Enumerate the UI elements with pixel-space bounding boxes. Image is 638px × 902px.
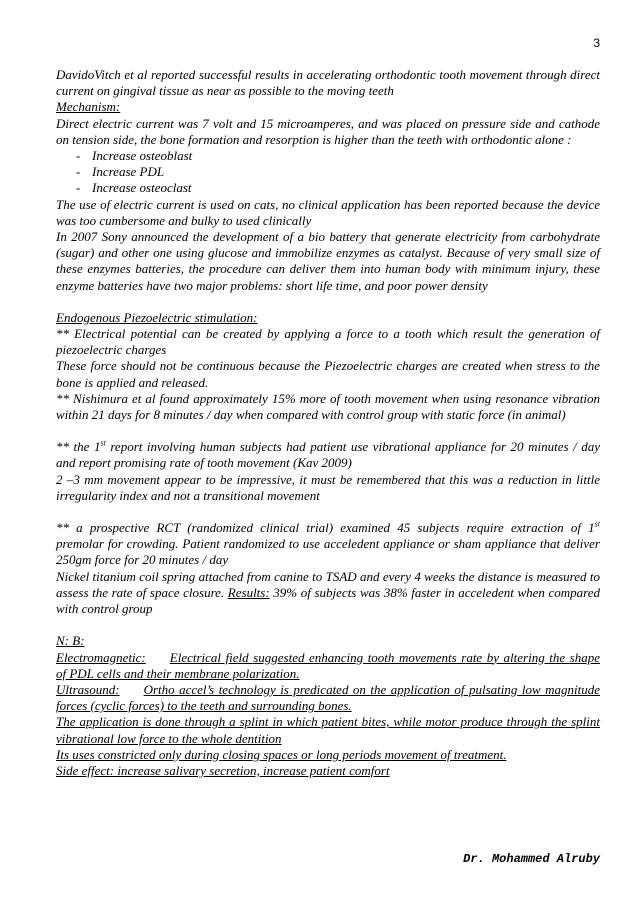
mechanism-paragraph: Direct electric current was 7 volt and 15 microamperes, and was placed on pressure side and cathode on tension side, the bone formation and resorption is higher than the teeth with orthodontic alone : — [56, 115, 600, 147]
ultrasound-paragraph — [56, 682, 600, 714]
results-label: Results: — [227, 584, 270, 600]
human-study-paragraph — [56, 439, 600, 471]
human-study-post: report involving human subjects had patient use vibrational appliance for 20 minutes / day and report promising rate of tooth movement (Kav 2009) — [56, 439, 600, 471]
human-study-pre: ** the 1 — [56, 439, 101, 455]
rct-pre: ** a prospective RCT (randomized clinical trial) examined 45 subjects require extraction of 1 — [56, 520, 595, 536]
list-item: - Increase osteoclast — [76, 180, 600, 196]
list-item: - Increase osteoblast — [76, 148, 600, 164]
piezo-heading: Endogenous Piezoelectric stimulation: — [56, 309, 258, 325]
rct-post: premolar for crowding. Patient randomized to use acceledent appliance or sham appliance that deliver 250gm force for 20 minutes / day — [56, 536, 600, 568]
ordinal-suffix: st — [100, 438, 106, 448]
nb-heading: N: B: — [56, 633, 85, 649]
piezo-paragraph-2: These force should not be continuous because the Piezoelectric charges are created when stress to the bone is applied and released. — [56, 358, 600, 390]
ultrasound-text: Ortho accel’s technology is predicated on the application of pulsating low magnitude forces (cyclic forces) to the teeth and surrounding bones. — [56, 681, 600, 714]
rct-paragraph — [56, 520, 600, 569]
list-item: - Increase PDL — [76, 164, 600, 180]
electromagnetic-label: Electromagnetic: — [56, 649, 146, 665]
nickel-paragraph — [56, 569, 600, 618]
sony-paragraph: In 2007 Sony announced the development of a bio battery that generate electricity from carbohydrate (sugar) and other one using glucose and immobilize enzymes as catalyst. Because of very small size of these enzymes batteries, the procedure can deliver them into human body with minimum injury, these enzyme batteries have two major problems: short life time, and poor power density — [56, 229, 600, 293]
electromagnetic-text: Electrical field suggested enhancing tooth movements rate by altering the shape of PDL cells and their membrane polarization. — [56, 649, 600, 681]
nickel-text: Nickel titanium coil spring attached from canine to TSAD and every 4 weeks the distance is measured to assess the rate of space closure. — [56, 568, 600, 600]
document-body — [56, 67, 600, 779]
effects-list — [56, 148, 600, 197]
ordinal-suffix: st — [594, 519, 600, 529]
author-signature: Dr. Mohammed Alruby — [463, 852, 600, 866]
page-number: 3 — [593, 36, 600, 50]
cats-paragraph: The use of electric current is used on cats, no clinical application has been reported because the device was too cumbersome and bulky to used clinically — [56, 196, 600, 228]
movement-paragraph: 2 –3 mm movement appear to be impressive, it must be remembered that this was a reduction in little irregularity index and not a transitional movement — [56, 471, 600, 503]
ultrasound-label: Ultrasound: — [56, 681, 120, 697]
electromagnetic-paragraph — [56, 650, 600, 682]
piezo-paragraph-3: ** Nishimura et al found approximately 15% more of tooth movement when using resonance vibration within 21 days for 8 minutes / day when compared with control group with static force (in animal) — [56, 390, 600, 423]
results-text: 39% of subjects was 38% faster in acceledent when compared with control group — [56, 584, 601, 617]
uses-paragraph: Its uses constricted only during closing spaces or long periods movement of treatment. — [56, 746, 507, 762]
splint-paragraph: The application is done through a splint in which patient bites, while motor produce through the splint vibrational low force to the whole dentition — [56, 714, 600, 746]
intro-paragraph: DavidoVitch et al reported successful results in accelerating orthodontic tooth movement through direct current on gingival tissue as near as possible to the moving teeth — [56, 67, 600, 99]
piezo-paragraph-1: ** Electrical potential can be created by applying a force to a tooth which result the generation of piezoelectric charges — [56, 326, 600, 358]
mechanism-heading: Mechanism: — [56, 99, 121, 115]
side-effect-paragraph: Side effect: increase salivary secretion, increase patient comfort — [56, 762, 390, 778]
